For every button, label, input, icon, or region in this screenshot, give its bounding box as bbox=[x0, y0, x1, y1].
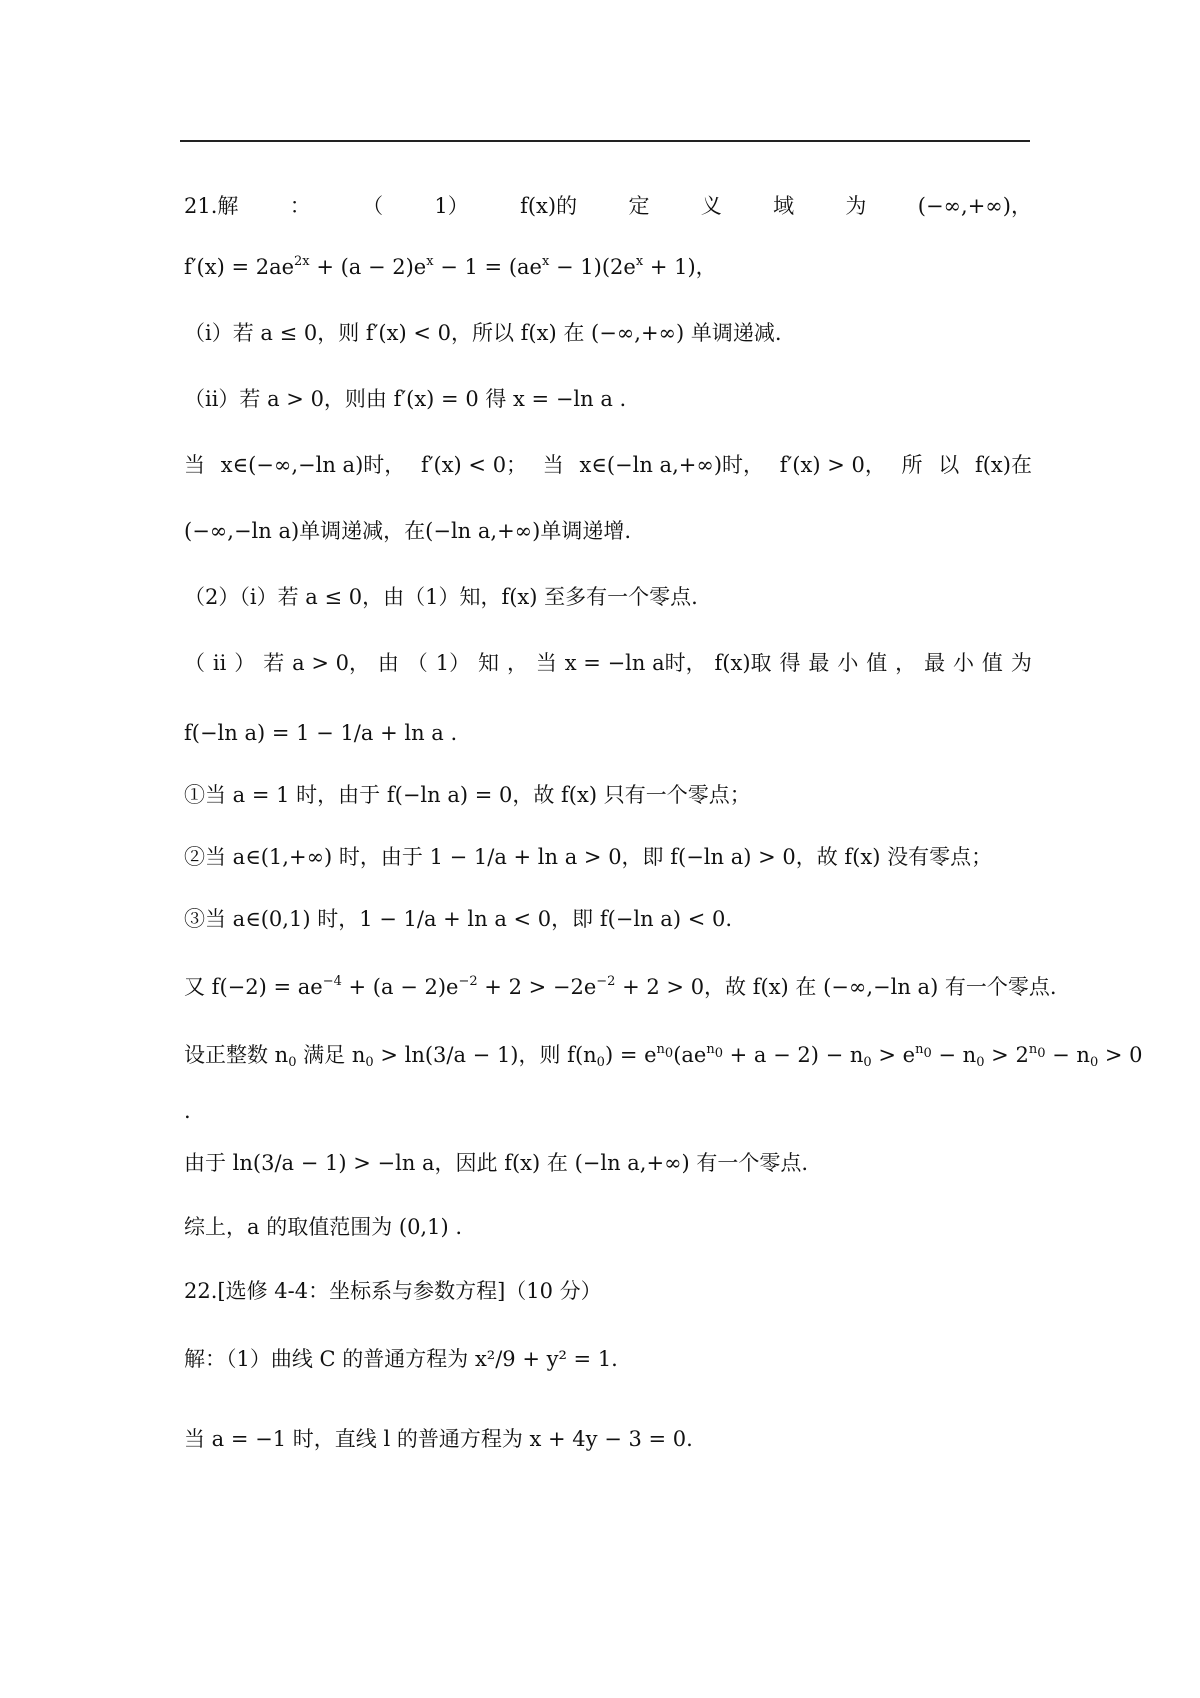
p21-when-4: x∈(−ln a,+∞)时， bbox=[579, 453, 765, 477]
p21-when-2: f′(x) < 0； bbox=[420, 453, 528, 477]
p2-ii-1: ⅱ bbox=[212, 651, 227, 675]
p2-ii-12: f(x)取 bbox=[714, 651, 772, 675]
p21-head-3: 1） bbox=[434, 194, 469, 218]
summary-line: 综上，a 的取值范围为 (0,1) . bbox=[184, 1215, 463, 1239]
p21-when-5: f′(x) > 0， bbox=[779, 453, 886, 477]
p2-ii-20: 值 bbox=[981, 651, 1003, 675]
q22-heading: 22.[选修 4-4：坐标系与参数方程]（10 分） bbox=[184, 1279, 602, 1303]
p2-ii-21: 为 bbox=[1010, 651, 1032, 675]
case-3: ③当 a∈(0,1) 时，1 − 1/a + ln a < 0，即 f(−ln a) < 0. bbox=[184, 907, 732, 931]
p2-ii-18: 最 bbox=[924, 651, 946, 675]
p2-case-ii-line bbox=[184, 648, 1032, 678]
p2-ii-15: 小 bbox=[837, 651, 859, 675]
again-line: 又 $f(-2) = ae^{-4} + (a - 2)e^{-2} + 2 > -2e^{-2} + 2 > 0$，故 f(x) 在 (−∞,−ln a) 有一个零点. bbox=[184, 974, 1057, 999]
p2-ii-2: ） bbox=[234, 651, 256, 675]
p21-when-7: 以 bbox=[938, 453, 960, 477]
p21-when-1: x∈(−∞,−ln a)时， bbox=[220, 453, 406, 477]
p21-when-6: 所 bbox=[901, 453, 923, 477]
p2-ii-9: ， bbox=[506, 651, 528, 675]
p21-head-4: f(x)的 bbox=[520, 194, 578, 218]
p2-ii-8: 知 bbox=[478, 651, 500, 675]
case-1: ①当 a = 1 时，由于 f(−ln a) = 0，故 f(x) 只有一个零点； bbox=[184, 783, 751, 807]
since-line: 由于 ln(3/a − 1) > −ln a，因此 f(x) 在 (−ln a,+∞) 有一个零点. bbox=[184, 1151, 809, 1175]
p2-ii-5: 由 bbox=[377, 651, 399, 675]
p21-when-3: 当 bbox=[542, 453, 564, 477]
p21-when-0: 当 bbox=[184, 453, 205, 477]
p21-monotonic: (−∞,−ln a)单调递减，在(−ln a,+∞)单调递增. bbox=[184, 519, 632, 543]
p21-head-1: ： bbox=[289, 194, 311, 218]
p21-case-i: （ⅰ）若 a ≤ 0，则 f′(x) < 0，所以 f(x) 在 (−∞,+∞) 单调递减. bbox=[184, 321, 782, 345]
p2-ii-11: x = −ln a时， bbox=[564, 651, 707, 675]
p2-case-i: （2）（ⅰ）若 a ≤ 0，由（1）知，f(x) 至多有一个零点. bbox=[184, 585, 698, 609]
p2-ii-13: 得 bbox=[779, 651, 801, 675]
n0-line: 设正整数 $n_0$ 满足 $n_0 > \ln(3/a - 1)$，则 $f(n_0) = e^{n_0}(ae^{n_0} + a - 2) - n_0 > e^{n_0} - n_0 > 2^{n_0} - n_0 > 0$ bbox=[184, 1042, 1143, 1070]
p21-head-8: 为 bbox=[845, 194, 867, 218]
case-2: ②当 a∈(1,+∞) 时，由于 1 − 1/a + ln a > 0，即 f(−ln a) > 0，故 f(x) 没有零点； bbox=[184, 845, 993, 869]
p21-head-5: 定 bbox=[628, 194, 650, 218]
q22-part1: 解：（1）曲线 C 的普通方程为 x²/9 + y² = 1. bbox=[184, 1347, 618, 1371]
p2-ii-10: 当 bbox=[535, 651, 557, 675]
p21-head-9: (−∞,+∞)， bbox=[917, 194, 1032, 218]
p21-head-6: 义 bbox=[700, 194, 722, 218]
p21-derivative: $f'(x) = 2ae^{2x} + (a - 2)e^x - 1 = (ae^x - 1)(2e^x + 1)$， bbox=[184, 254, 717, 279]
p21-head-7: 域 bbox=[773, 194, 795, 218]
p2-min-value: f(−ln a) = 1 − 1/a + ln a . bbox=[184, 721, 458, 745]
p21-when-8: f(x)在 bbox=[974, 453, 1032, 477]
n0-dot: . bbox=[184, 1099, 191, 1123]
p21-case-ii: （ⅱ）若 a > 0，则由 f′(x) = 0 得 x = −ln a . bbox=[184, 387, 627, 411]
header-rule bbox=[180, 140, 1030, 142]
p2-ii-0: （ bbox=[184, 651, 205, 675]
p2-ii-7: 1） bbox=[435, 651, 471, 675]
p21-when-line bbox=[184, 450, 1032, 480]
p2-ii-16: 值 bbox=[866, 651, 888, 675]
p2-ii-19: 小 bbox=[953, 651, 974, 675]
q22-part2: 当 a = −1 时，直线 l 的普通方程为 x + 4y − 3 = 0. bbox=[184, 1427, 693, 1451]
p2-ii-4: a > 0， bbox=[292, 651, 370, 675]
p2-ii-6: （ bbox=[406, 651, 428, 675]
p21-head-2: （ bbox=[362, 194, 384, 218]
p2-ii-14: 最 bbox=[808, 651, 830, 675]
p21-head-0: 21.解 bbox=[184, 194, 239, 218]
p21-head-line bbox=[184, 191, 1032, 221]
p2-ii-17: ， bbox=[895, 651, 917, 675]
p2-ii-3: 若 bbox=[263, 651, 285, 675]
